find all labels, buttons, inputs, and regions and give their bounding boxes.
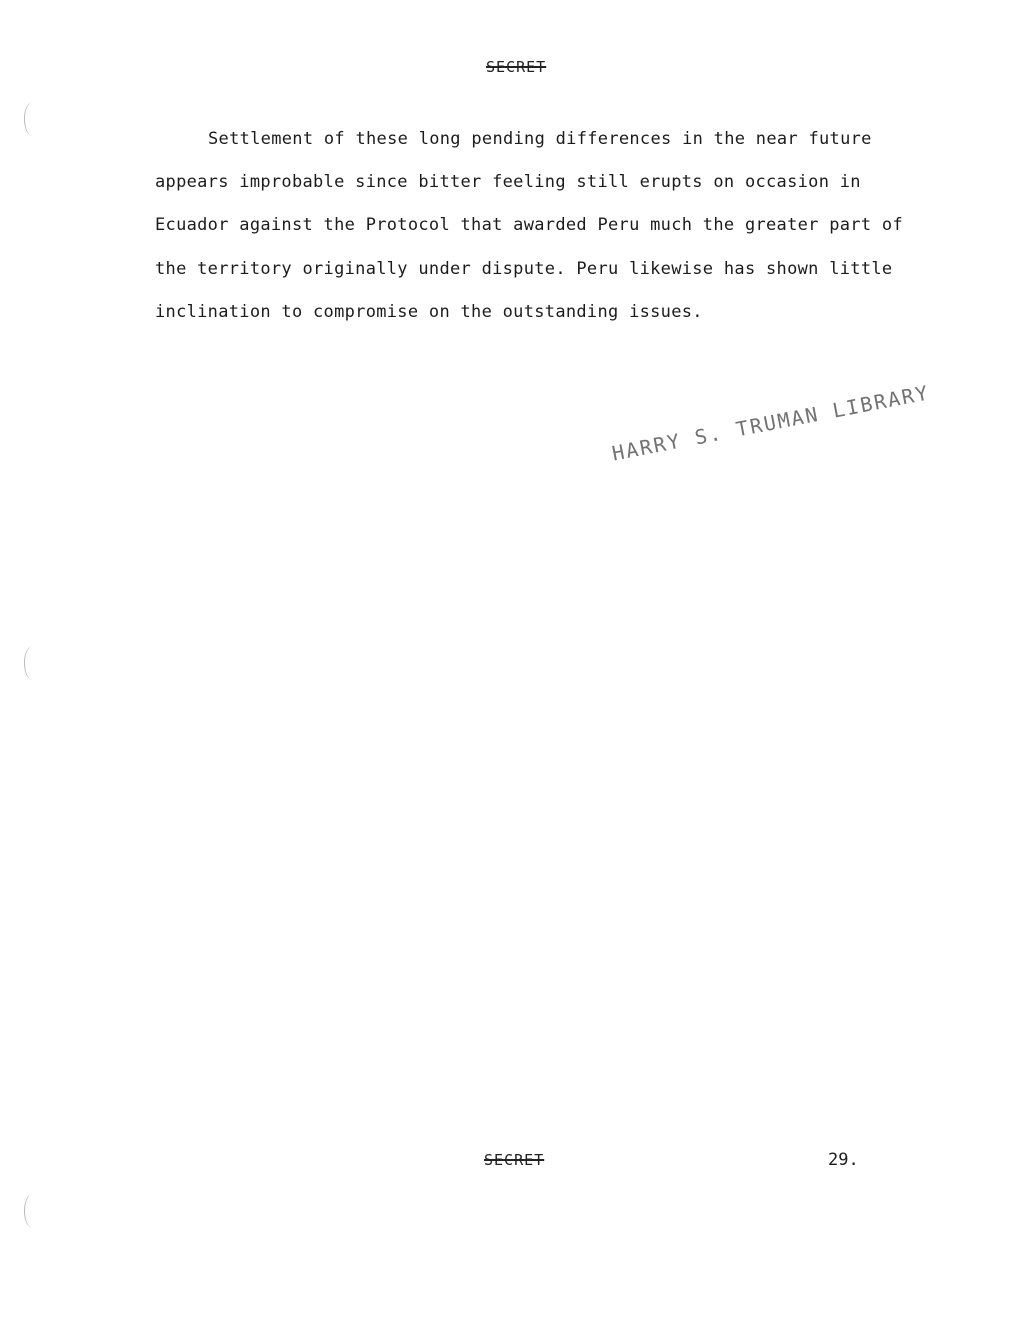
body-line-4: the territory originally under dispute. Peru likewise has shown little xyxy=(155,258,893,279)
punch-hole-top xyxy=(24,102,41,136)
punch-hole-middle xyxy=(24,646,41,680)
library-stamp: HARRY S. TRUMAN LIBRARY xyxy=(610,380,932,466)
body-line-3: Ecuador against the Protocol that awarded Peru much the greater part of xyxy=(155,215,903,236)
body-paragraph xyxy=(155,118,935,334)
punch-hole-bottom xyxy=(24,1194,41,1228)
page-number: 29. xyxy=(828,1150,859,1170)
body-line-5: inclination to compromise on the outstanding issues. xyxy=(155,301,703,322)
footer-classification-marking: SECRET xyxy=(484,1151,545,1169)
body-line-1: Settlement of these long pending differences in the near future xyxy=(208,129,872,149)
body-line-2: appears improbable since bitter feeling still erupts on occasion in xyxy=(155,172,861,193)
header-classification-marking: SECRET xyxy=(486,58,547,76)
